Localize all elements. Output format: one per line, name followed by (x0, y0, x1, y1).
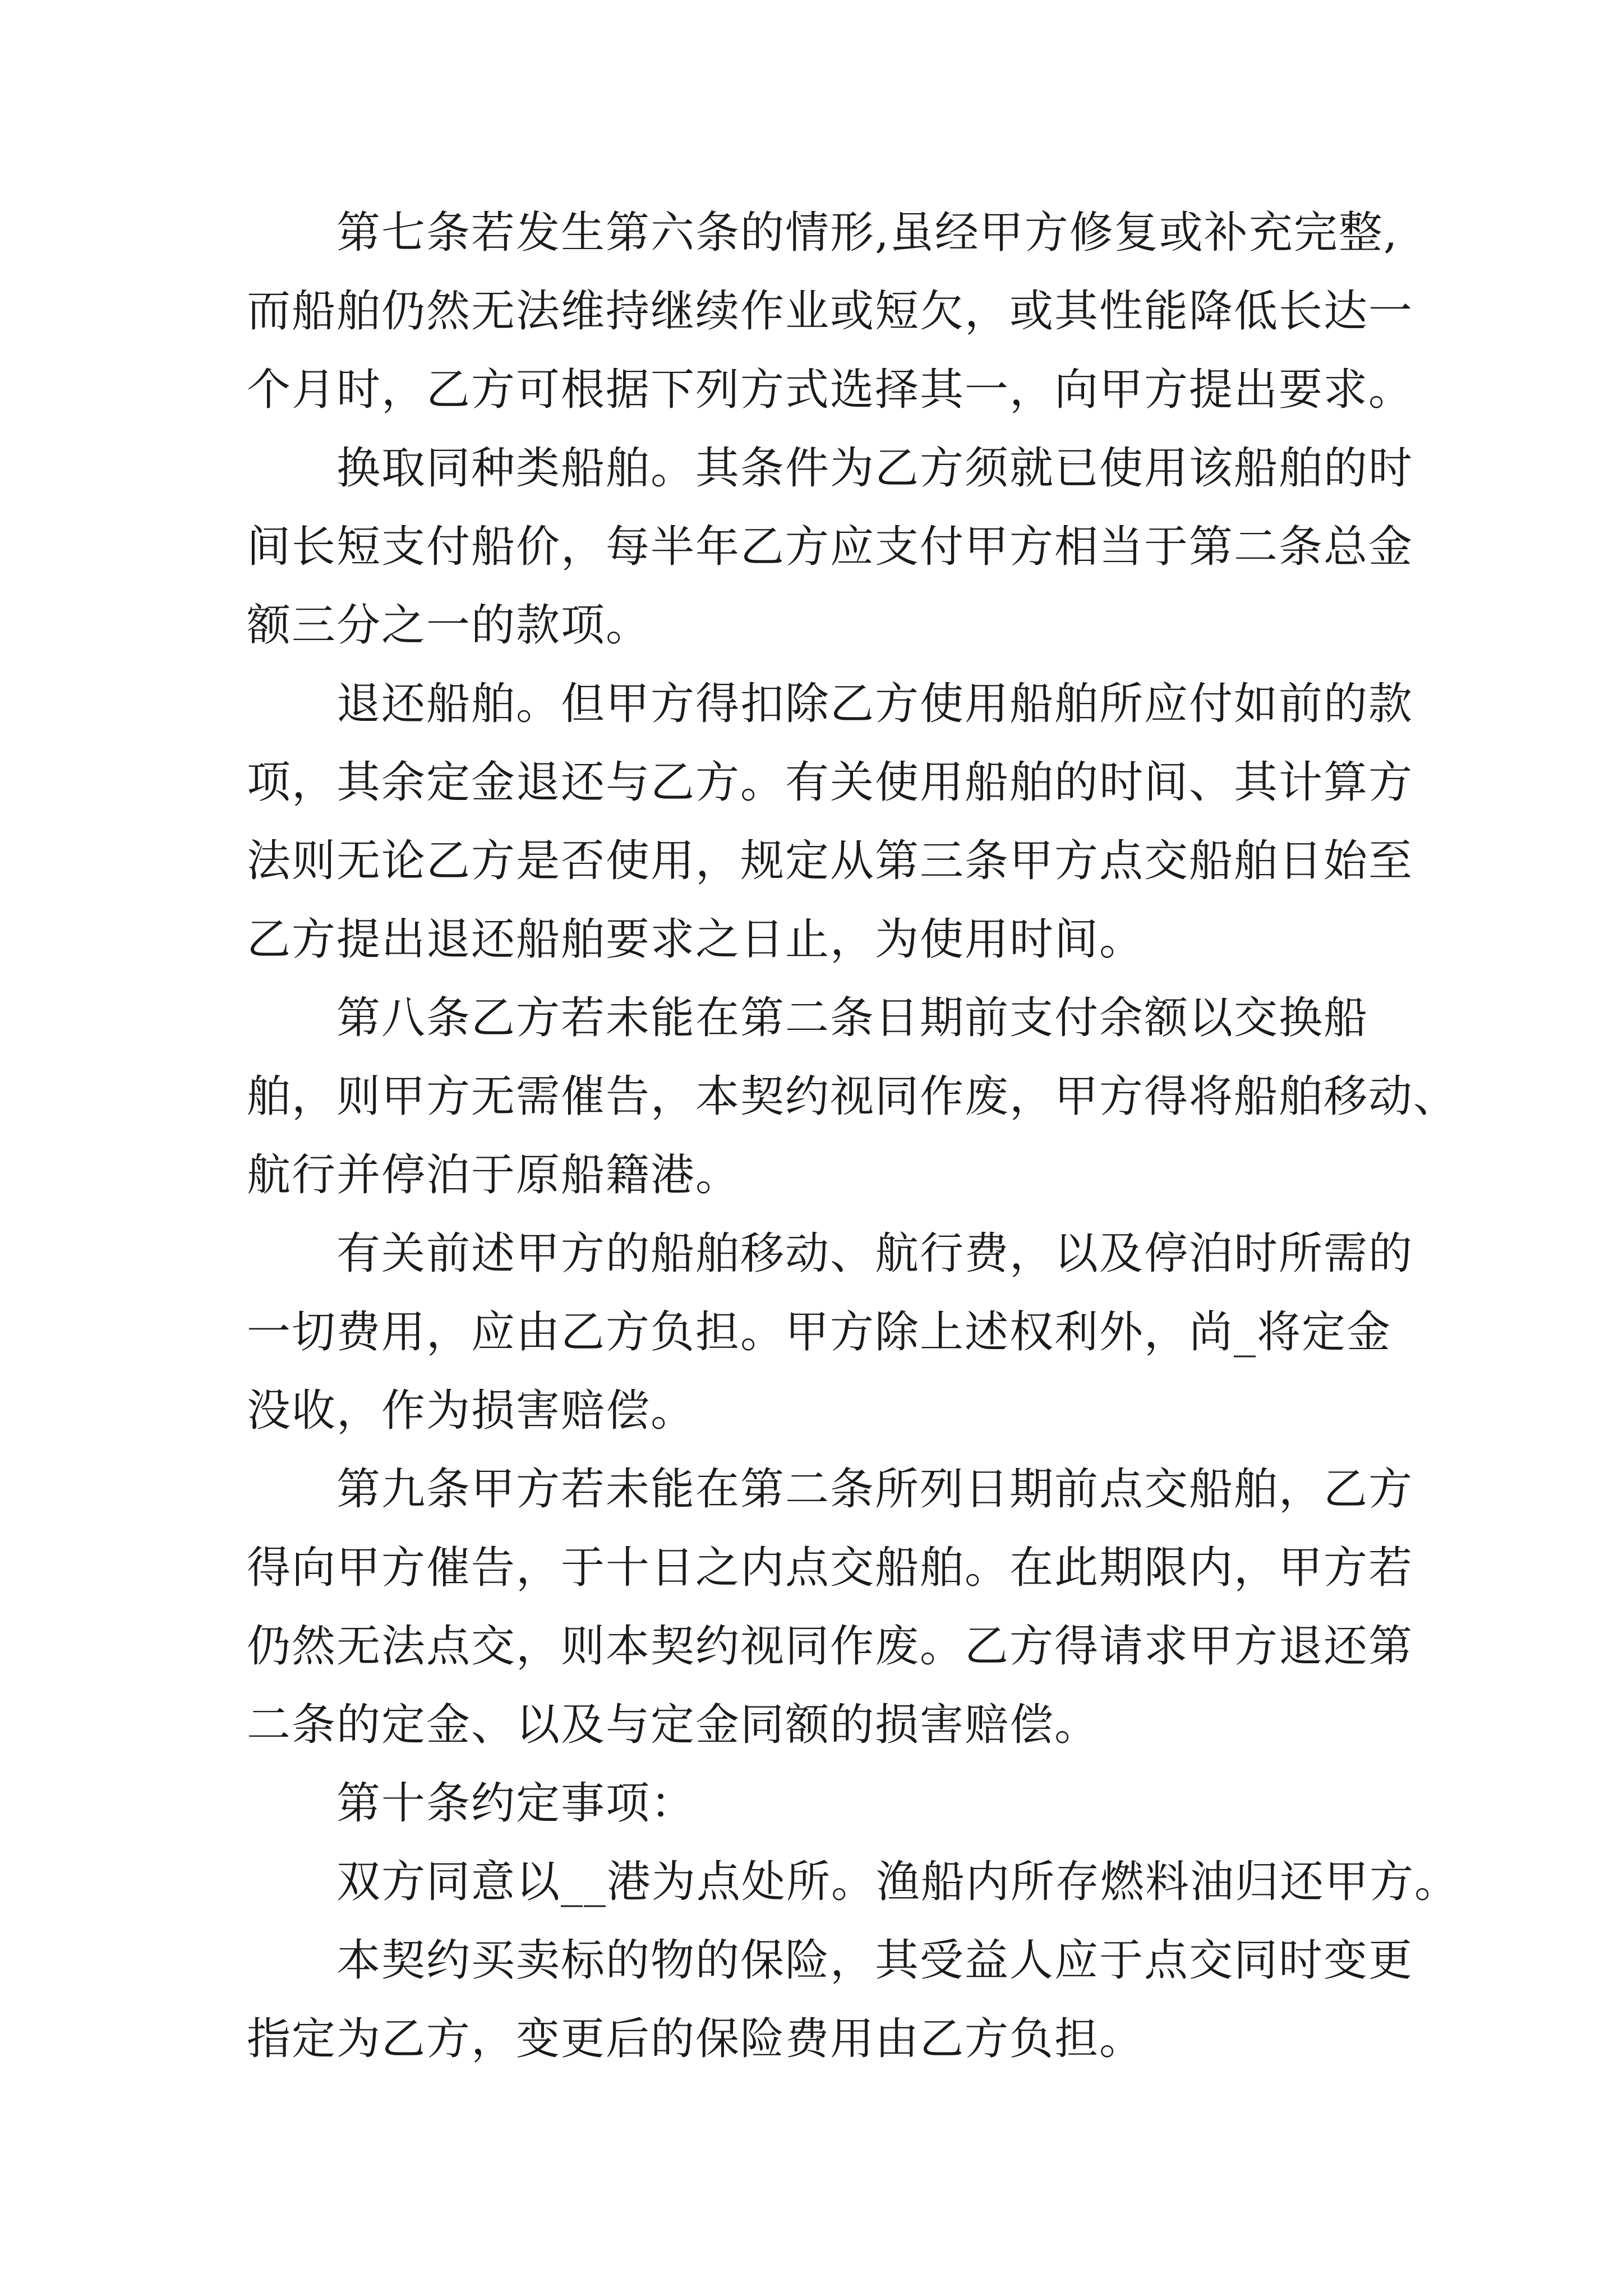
text-line: 有关前述甲方的船舶移动、航行费，以及停泊时所需的 (336, 1228, 1414, 1279)
text-line: 额三分之一的款项。 (247, 600, 651, 651)
text-line: 本契约买卖标的物的保险，其受益人应于点交同时变更 (336, 1935, 1414, 1986)
text-line: 二条的定金、以及与定金同额的损害赔偿。 (247, 1700, 1100, 1750)
text-line: 双方同意以__港为点处所。渔船内所存燃料油归还甲方。 (336, 1857, 1460, 1907)
text-line: 第八条乙方若未能在第二条日期前支付余额以交换船 (336, 993, 1369, 1043)
text-line: 指定为乙方，变更后的保险费用由乙方负担。 (247, 2014, 1145, 2064)
text-line: 舶，则甲方无需催告，本契约视同作废，甲方得将船舶移动、 (247, 1071, 1459, 1122)
text-line: 换取同种类船舶。其条件为乙方须就已使用该船舶的时 (336, 443, 1414, 494)
text-line: 退还船舶。但甲方得扣除乙方使用船舶所应付如前的款 (336, 679, 1414, 729)
text-line: 第七条若发生第六条的情形,虽经甲方修复或补充完整, (336, 208, 1399, 258)
text-line: 个月时，乙方可根据下列方式选择其一，向甲方提出要求。 (247, 365, 1414, 415)
text-line: 航行并停泊于原船籍港。 (247, 1150, 741, 1200)
text-line: 没收，作为损害赔偿。 (247, 1386, 696, 1436)
text-line: 第十条约定事项： (336, 1778, 696, 1829)
text-line: 第九条甲方若未能在第二条所列日期前点交船舶，乙方 (336, 1464, 1414, 1515)
text-line: 法则无论乙方是否使用，规定从第三条甲方点交船舶日始至 (247, 836, 1414, 886)
text-line: 乙方提出退还船舶要求之日止，为使用时间。 (247, 914, 1145, 965)
text-line: 一切费用，应由乙方负担。甲方除上述权利外，尚_将定金 (247, 1307, 1392, 1358)
text-line: 得向甲方催告，于十日之内点交船舶。在此期限内，甲方若 (247, 1543, 1414, 1593)
text-line: 仍然无法点交，则本契约视同作废。乙方得请求甲方退还第 (247, 1621, 1414, 1672)
text-line: 间长短支付船价，每半年乙方应支付甲方相当于第二条总金 (247, 522, 1414, 572)
text-line: 项，其余定金退还与乙方。有关使用船舶的时间、其计算方 (247, 757, 1414, 808)
text-line: 而船舶仍然无法维持继续作业或短欠，或其性能降低长达一 (247, 286, 1414, 337)
